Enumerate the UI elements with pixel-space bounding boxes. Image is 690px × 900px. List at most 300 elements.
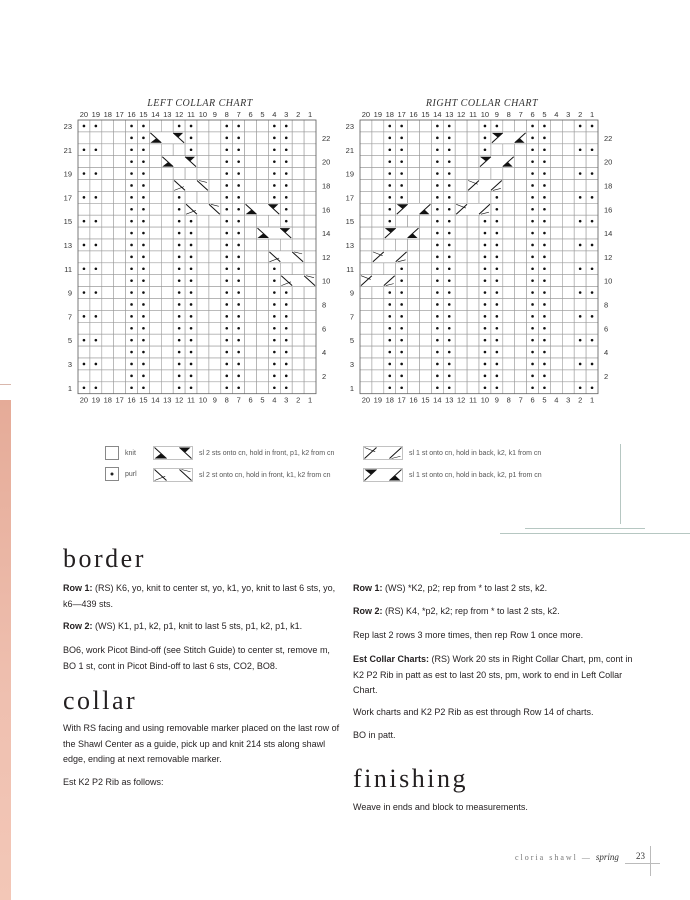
purl-dot: [400, 196, 403, 199]
chart-cell: [360, 120, 372, 132]
chart-cell: [209, 144, 221, 156]
purl-dot: [285, 351, 288, 354]
chart-cell: [102, 227, 114, 239]
chart-cell: [292, 239, 304, 251]
row-number: 2: [604, 371, 609, 381]
purl-dot: [190, 148, 193, 151]
chart-cell: [114, 239, 126, 251]
purl-dot: [225, 196, 228, 199]
cable-front-p1-symbol: [149, 132, 185, 144]
chart-cell: [304, 263, 316, 275]
purl-dot: [543, 363, 546, 366]
chart-cell: [372, 299, 384, 311]
purl-dot: [285, 208, 288, 211]
chart-cell: [114, 322, 126, 334]
row-number: 16: [604, 205, 613, 215]
chart-cell: [149, 287, 161, 299]
chart-cell: [408, 310, 420, 322]
chart-cell: [550, 251, 562, 263]
chart-cell: [503, 168, 515, 180]
purl-dot: [142, 351, 145, 354]
chart-cell: [562, 370, 574, 382]
purl-dot: [448, 279, 451, 282]
purl-dot: [543, 375, 546, 378]
column-number-top: 12: [174, 110, 184, 119]
chart-cell: [491, 168, 503, 180]
purl-dot: [543, 184, 546, 187]
footer-pattern-name: cloria shawl —: [515, 853, 596, 862]
chart-cell: [257, 346, 269, 358]
purl-dot: [448, 208, 451, 211]
chart-cell: [408, 191, 420, 203]
chart-cell: [161, 227, 173, 239]
chart-cell: [149, 215, 161, 227]
purl-dot: [436, 339, 439, 342]
purl-dot: [142, 267, 145, 270]
chart-cell: [292, 120, 304, 132]
chart-cell: [209, 310, 221, 322]
purl-dot: [531, 279, 534, 282]
column-number-top: 1: [589, 110, 595, 119]
chart-cell: [149, 203, 161, 215]
purl-dot: [285, 339, 288, 342]
chart-cell: [102, 215, 114, 227]
chart-cell: [467, 215, 479, 227]
column-number-bottom: 7: [518, 395, 523, 405]
chart-cell: [562, 215, 574, 227]
cable-back-p1-symbol: [396, 203, 432, 215]
chart-cell: [304, 299, 316, 311]
purl-dot: [448, 125, 451, 128]
purl-dot: [400, 172, 403, 175]
chart-cell: [185, 191, 197, 203]
purl-dot: [130, 125, 133, 128]
purl-dot: [130, 315, 133, 318]
collar-row2-label: Row 2:: [353, 606, 383, 616]
chart-cell: [245, 132, 257, 144]
purl-dot: [448, 184, 451, 187]
purl-dot: [579, 244, 582, 247]
purl-dot: [543, 386, 546, 389]
column-number-top: 8: [506, 110, 511, 119]
chart-cell: [574, 203, 586, 215]
legend-cable-back-p1-label: sl 1 st onto cn, hold in back, k2, p1 from cn: [409, 471, 542, 479]
chart-cell: [114, 310, 126, 322]
column-number-bottom: 16: [409, 395, 418, 405]
purl-dot: [484, 137, 487, 140]
right-chart-title: RIGHT COLLAR CHART: [425, 98, 539, 109]
purl-dot: [591, 339, 594, 342]
chart-cell: [420, 334, 432, 346]
chart-cell: [209, 215, 221, 227]
chart-cell: [102, 120, 114, 132]
chart-cell: [586, 299, 598, 311]
chart-cell: [467, 299, 479, 311]
purl-dot: [543, 232, 546, 235]
purl-dot: [496, 267, 499, 270]
border-row2: [63, 619, 341, 635]
chart-cell: [562, 251, 574, 263]
row-number: 17: [63, 193, 72, 203]
row-number: 10: [322, 276, 331, 286]
purl-dot: [591, 291, 594, 294]
legend-knit-label: knit: [125, 449, 136, 457]
purl-dot: [285, 125, 288, 128]
chart-cell: [420, 120, 432, 132]
column-number-bottom: 14: [151, 395, 160, 405]
chart-cell: [268, 239, 280, 251]
purl-dot: [237, 386, 240, 389]
purl-dot: [448, 386, 451, 389]
chart-cell: [550, 239, 562, 251]
column-number-bottom: 9: [212, 395, 217, 405]
decorative-horizontal-rule-short: [525, 528, 645, 529]
purl-dot: [543, 172, 546, 175]
chart-cell: [197, 310, 209, 322]
purl-dot: [130, 386, 133, 389]
chart-cell: [550, 180, 562, 192]
chart-cell: [257, 358, 269, 370]
purl-dot: [225, 184, 228, 187]
column-number-bottom: 6: [530, 395, 535, 405]
purl-dot: [543, 303, 546, 306]
chart-cell: [161, 168, 173, 180]
chart-cell: [209, 239, 221, 251]
row-number: 15: [345, 217, 354, 227]
purl-dot: [225, 291, 228, 294]
chart-cell: [455, 180, 467, 192]
chart-cell: [209, 120, 221, 132]
column-number-top: 1: [307, 110, 313, 119]
column-number-top: 19: [91, 110, 101, 119]
chart-cell: [360, 191, 372, 203]
purl-dot: [178, 375, 181, 378]
chart-cell: [515, 299, 527, 311]
column-number-top: 6: [530, 110, 535, 119]
purl-dot: [178, 244, 181, 247]
chart-cell: [586, 180, 598, 192]
purl-dot: [178, 303, 181, 306]
purl-dot: [83, 339, 86, 342]
purl-dot: [83, 220, 86, 223]
chart-cell: [90, 322, 102, 334]
purl-dot: [178, 363, 181, 366]
column-number-bottom: 14: [433, 395, 442, 405]
chart-cell: [515, 263, 527, 275]
purl-dot: [225, 351, 228, 354]
chart-cell: [360, 346, 372, 358]
chart-cell: [408, 144, 420, 156]
chart-cell: [102, 132, 114, 144]
chart-cell: [304, 322, 316, 334]
purl-dot: [388, 196, 391, 199]
chart-cell: [420, 287, 432, 299]
purl-dot: [496, 327, 499, 330]
legend-cable-back-p1: [363, 468, 542, 482]
chart-cell: [360, 251, 372, 263]
purl-dot: [388, 363, 391, 366]
chart-cell: [372, 358, 384, 370]
purl-dot: [237, 232, 240, 235]
chart-cell: [197, 322, 209, 334]
chart-cell: [292, 180, 304, 192]
purl-dot: [579, 291, 582, 294]
chart-cell: [245, 191, 257, 203]
column-number-top: 10: [198, 110, 208, 119]
right-chart-grid: [337, 108, 622, 420]
row-number: 23: [345, 121, 354, 131]
purl-dot: [142, 244, 145, 247]
chart-cell: [574, 275, 586, 287]
chart-cell: [304, 239, 316, 251]
purl-dot: [448, 160, 451, 163]
purl-dot: [436, 279, 439, 282]
purl-dot: [273, 137, 276, 140]
purl-dot: [496, 375, 499, 378]
chart-cell: [161, 144, 173, 156]
purl-dot: [531, 220, 534, 223]
chart-cell: [161, 358, 173, 370]
chart-cell: [503, 370, 515, 382]
purl-dot: [448, 137, 451, 140]
chart-cell: [420, 251, 432, 263]
chart-cell: [515, 203, 527, 215]
purl-dot: [237, 375, 240, 378]
purl-dot: [579, 220, 582, 223]
chart-cell: [102, 299, 114, 311]
column-number-top: 9: [494, 110, 499, 119]
chart-cell: [78, 203, 90, 215]
chart-cell: [280, 239, 292, 251]
purl-dot: [83, 196, 86, 199]
chart-cell: [372, 322, 384, 334]
chart-cell: [209, 132, 221, 144]
column-number-top: 14: [433, 110, 442, 119]
purl-dot: [543, 196, 546, 199]
chart-cell: [420, 322, 432, 334]
purl-dot: [273, 267, 276, 270]
column-number-top: 5: [260, 110, 265, 119]
chart-cell: [467, 358, 479, 370]
chart-cell: [161, 346, 173, 358]
chart-cell: [102, 358, 114, 370]
chart-cell: [245, 310, 257, 322]
purl-dot: [531, 267, 534, 270]
row-number: 13: [63, 240, 72, 250]
row-number: 14: [322, 229, 331, 239]
row-number: 22: [604, 133, 613, 143]
column-number-top: 3: [284, 110, 289, 119]
chart-cell: [197, 275, 209, 287]
chart-cell: [292, 168, 304, 180]
chart-cell: [78, 346, 90, 358]
chart-cell: [455, 263, 467, 275]
purl-dot: [388, 148, 391, 151]
decorative-horizontal-rule-long: [500, 533, 690, 534]
column-number-bottom: 19: [91, 395, 101, 405]
chart-cell: [292, 215, 304, 227]
chart-cell: [257, 263, 269, 275]
purl-dot: [225, 220, 228, 223]
purl-dot: [400, 386, 403, 389]
chart-cell: [360, 215, 372, 227]
purl-dot: [273, 303, 276, 306]
purl-dot: [285, 137, 288, 140]
column-number-top: 14: [151, 110, 160, 119]
column-number-top: 18: [385, 110, 394, 119]
chart-cell: [550, 370, 562, 382]
purl-dot: [83, 291, 86, 294]
chart-cell: [503, 299, 515, 311]
purl-dot: [531, 256, 534, 259]
collar-est-rib: Est K2 P2 Rib as follows:: [63, 777, 164, 787]
chart-cell: [586, 132, 598, 144]
chart-cell: [420, 168, 432, 180]
purl-dot: [273, 279, 276, 282]
chart-cell: [197, 168, 209, 180]
chart-cell: [372, 191, 384, 203]
purl-dot: [496, 125, 499, 128]
chart-cell: [420, 239, 432, 251]
purl-dot: [178, 125, 181, 128]
chart-cell: [114, 382, 126, 394]
legend-purl: [105, 467, 137, 481]
chart-cell: [550, 382, 562, 394]
purl-dot: [178, 196, 181, 199]
purl-dot: [400, 279, 403, 282]
chart-cell: [420, 180, 432, 192]
collar-est-charts: [353, 652, 633, 699]
cable-front-k1-symbol: [185, 203, 221, 215]
purl-dot: [285, 172, 288, 175]
chart-cell: [467, 156, 479, 168]
chart-cell: [304, 251, 316, 263]
purl-dot: [388, 351, 391, 354]
chart-cell: [515, 310, 527, 322]
purl-dot: [448, 315, 451, 318]
left-collar-chart: [55, 108, 340, 425]
chart-cell: [78, 156, 90, 168]
purl-dot: [237, 363, 240, 366]
purl-dot: [285, 184, 288, 187]
chart-cell: [149, 322, 161, 334]
purl-dot: [273, 196, 276, 199]
purl-dot: [579, 196, 582, 199]
purl-dot: [285, 363, 288, 366]
chart-cell: [360, 227, 372, 239]
purl-dot: [579, 267, 582, 270]
chart-cell: [467, 251, 479, 263]
chart-cell: [372, 239, 384, 251]
chart-cell: [574, 299, 586, 311]
chart-cell: [515, 346, 527, 358]
chart-cell: [292, 156, 304, 168]
footer-rule-horizontal: [625, 863, 660, 864]
chart-cell: [149, 156, 161, 168]
chart-cell: [586, 370, 598, 382]
chart-cell: [245, 358, 257, 370]
purl-dot: [95, 125, 98, 128]
purl-dot: [142, 125, 145, 128]
chart-cell: [102, 382, 114, 394]
chart-cell: [257, 180, 269, 192]
chart-cell: [114, 227, 126, 239]
chart-cell: [209, 251, 221, 263]
purl-dot: [496, 220, 499, 223]
chart-cell: [455, 370, 467, 382]
column-number-top: 19: [373, 110, 383, 119]
legend-knit: [105, 446, 136, 460]
purl-dot: [130, 184, 133, 187]
chart-cell: [574, 132, 586, 144]
chart-cell: [90, 346, 102, 358]
column-number-bottom: 3: [284, 395, 289, 405]
row-number: 9: [67, 288, 72, 298]
chart-cell: [209, 156, 221, 168]
chart-cell: [360, 358, 372, 370]
purl-dot: [496, 244, 499, 247]
purl-dot: [400, 160, 403, 163]
chart-cell: [574, 156, 586, 168]
purl-dot: [178, 351, 181, 354]
chart-cell: [90, 370, 102, 382]
purl-dot: [448, 172, 451, 175]
cable-front-k1-symbol: [280, 275, 316, 287]
purl-dot: [190, 244, 193, 247]
purl-dot: [130, 303, 133, 306]
chart-cell: [360, 382, 372, 394]
purl-dot: [178, 220, 181, 223]
legend-cable-glyph: [364, 447, 403, 460]
cable-front-k1-symbol: [268, 251, 304, 263]
chart-cell: [467, 334, 479, 346]
purl-dot: [543, 256, 546, 259]
chart-cell: [420, 156, 432, 168]
chart-cell: [161, 180, 173, 192]
column-number-bottom: 1: [589, 395, 595, 405]
purl-dot: [285, 303, 288, 306]
chart-cell: [562, 180, 574, 192]
purl-dot: [285, 327, 288, 330]
chart-cell: [396, 215, 408, 227]
purl-dot: [400, 148, 403, 151]
collar-row1-label: Row 1:: [353, 583, 383, 593]
chart-cell: [257, 370, 269, 382]
purl-dot: [190, 375, 193, 378]
purl-dot: [388, 160, 391, 163]
chart-cell: [550, 263, 562, 275]
purl-dot: [591, 196, 594, 199]
chart-cell: [245, 120, 257, 132]
chart-cell: [372, 310, 384, 322]
purl-dot: [579, 363, 582, 366]
purl-dot: [543, 339, 546, 342]
purl-dot: [237, 291, 240, 294]
chart-cell: [185, 168, 197, 180]
purl-dot: [190, 315, 193, 318]
chart-cell: [360, 144, 372, 156]
column-number-top: 16: [127, 110, 136, 119]
purl-dot: [83, 363, 86, 366]
chart-cell: [257, 287, 269, 299]
purl-dot: [83, 148, 86, 151]
purl-dot: [237, 184, 240, 187]
cable-back-k1-icon: [363, 446, 403, 460]
chart-cell: [574, 251, 586, 263]
chart-cell: [197, 251, 209, 263]
purl-dot: [484, 386, 487, 389]
legend-cable-glyph: [154, 447, 193, 460]
